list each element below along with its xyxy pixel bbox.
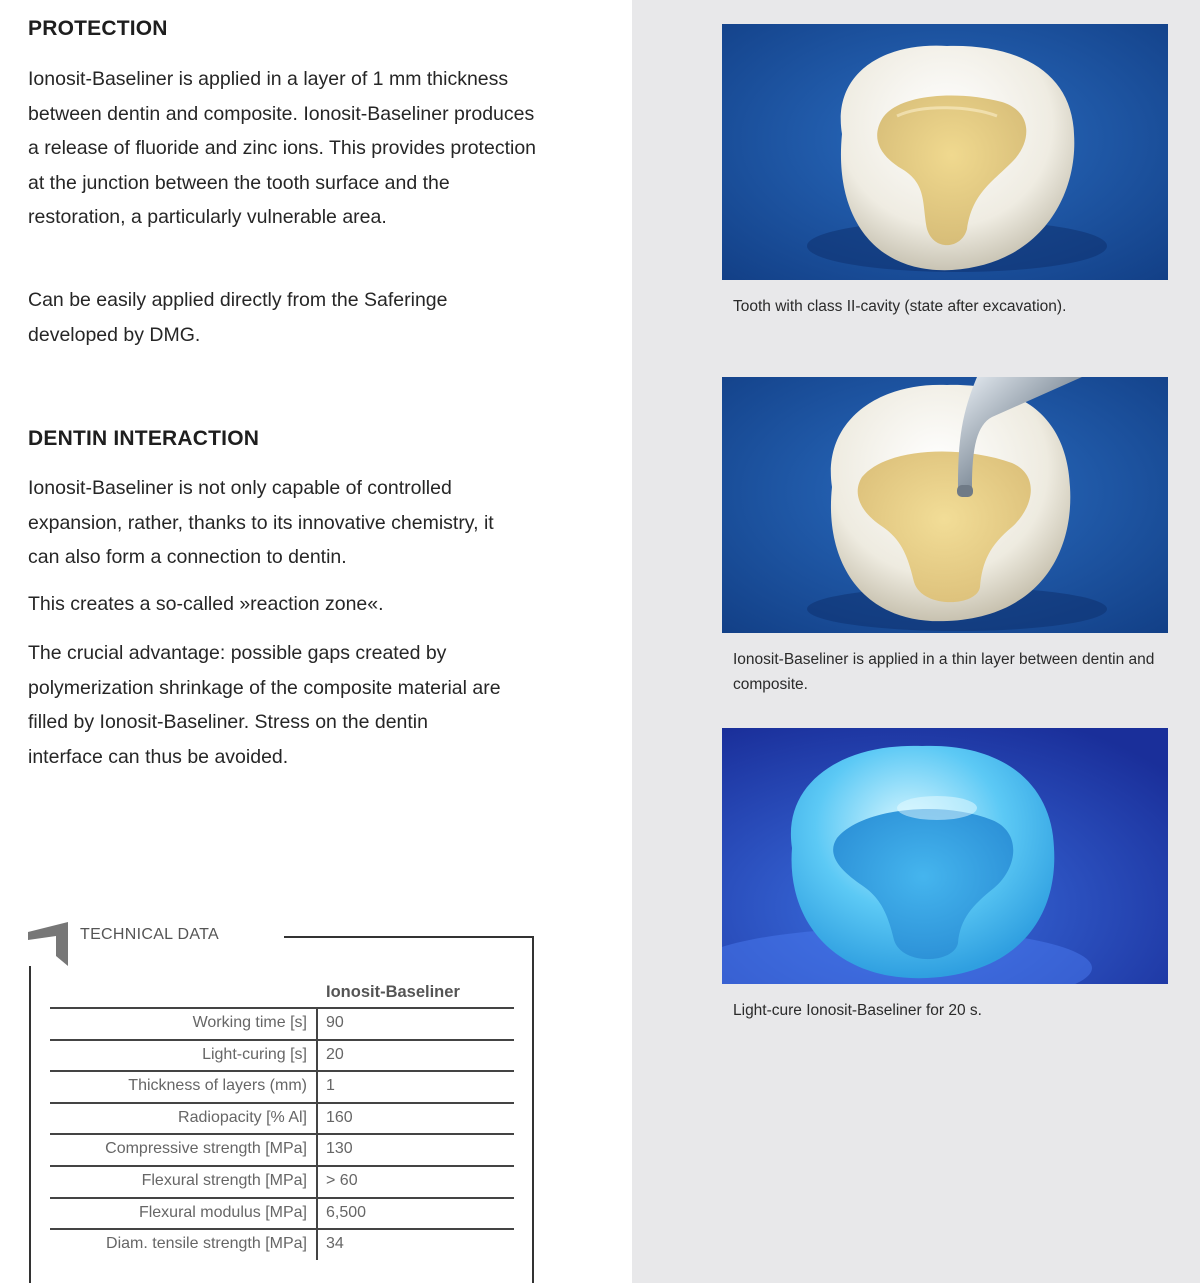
column-divider: [316, 1230, 318, 1260]
dentin-paragraph-2: This creates a so-called »reaction zone«.: [28, 593, 384, 615]
table-row: [50, 1102, 514, 1134]
caption-figure-3: Light-cure Ionosit-Baseliner for 20 s.: [733, 1002, 982, 1019]
protection-paragraph-2: Can be easily applied directly from the Saferinge developed by DMG.: [28, 289, 448, 346]
row-value: 34: [326, 1235, 344, 1253]
photo-tooth-cavity: [722, 24, 1168, 280]
row-label: Flexural strength [MPa]: [141, 1171, 307, 1189]
row-label: Light-curing [s]: [202, 1045, 307, 1063]
row-label: Thickness of layers (mm): [128, 1077, 307, 1095]
caption-figure-2: Ionosit-Baseliner is applied in a thin layer between dentin and composite.: [733, 651, 1155, 693]
photo-baseliner-application: [722, 377, 1168, 633]
row-value: 20: [326, 1045, 344, 1063]
column-divider: [316, 1009, 318, 1039]
row-value: 6,500: [326, 1203, 367, 1221]
table-row: [50, 1133, 514, 1165]
caption-figure-1: Tooth with class II-cavity (state after excavation).: [733, 298, 1067, 315]
table-row: [50, 1197, 514, 1229]
row-value: > 60: [326, 1171, 358, 1189]
technical-data-left-border: [29, 966, 31, 1283]
row-value: 90: [326, 1014, 344, 1031]
row-value: 1: [326, 1077, 335, 1095]
column-divider: [316, 1041, 318, 1071]
row-label: Radiopacity [% Al]: [178, 1108, 307, 1126]
technical-data-column-header: Ionosit-Baseliner: [326, 983, 460, 1001]
table-row: [50, 1007, 514, 1039]
column-divider: [316, 1199, 318, 1229]
technical-data-table: [50, 1007, 514, 1260]
column-divider: [316, 1167, 318, 1197]
column-divider: [316, 1104, 318, 1134]
row-label: Working time [s]: [192, 1014, 307, 1031]
dentin-paragraph-3: The crucial advantage: possible gaps created by polymerization shrinkage of the composite material are filled by Ionosit-Baseliner. Stress on the dentin interface can thus be avoided.: [28, 642, 501, 768]
dentin-paragraph-1: Ionosit-Baseliner is not only capable of controlled expansion, rather, thanks to its innovative chemistry, it can also form a connection to dentin.: [28, 477, 494, 569]
dentin-interaction-heading: DENTIN INTERACTION: [28, 427, 260, 450]
technical-data-title: TECHNICAL DATA: [80, 926, 220, 943]
row-label: Flexural modulus [MPa]: [138, 1203, 307, 1221]
protection-paragraph-1: Ionosit-Baseliner is applied in a layer of 1 mm thickness between dentin and composite. Ionosit-Baseliner produces a release of fluoride and zinc ions. This provides protection at the junction between the tooth surface and the restoration, a particularly vulnerable area.: [28, 68, 537, 229]
protection-heading: PROTECTION: [28, 17, 168, 40]
row-label: Diam. tensile strength [MPa]: [106, 1235, 307, 1253]
table-row: [50, 1039, 514, 1071]
corner-mark-icon: [28, 922, 68, 966]
row-value: 130: [326, 1140, 353, 1158]
row-label: Compressive strength [MPa]: [105, 1140, 307, 1158]
table-row: [50, 1070, 514, 1102]
photo-light-cure: [722, 728, 1168, 984]
column-divider: [316, 1072, 318, 1102]
row-value: 160: [326, 1108, 353, 1126]
table-row: [50, 1228, 514, 1260]
column-divider: [316, 1135, 318, 1165]
table-row: [50, 1165, 514, 1197]
